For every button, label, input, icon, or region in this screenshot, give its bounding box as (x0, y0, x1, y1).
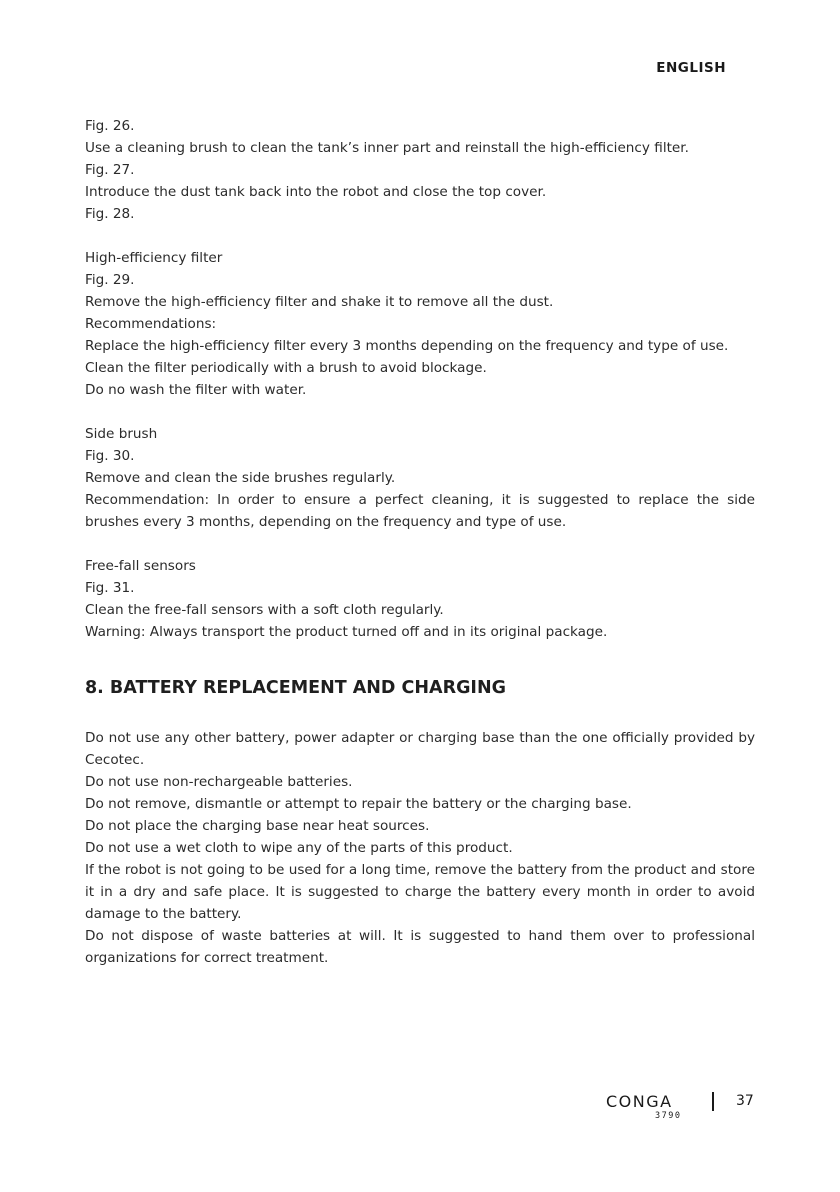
battery-rule-no-dismantle: Do not remove, dismantle or attempt to repair the battery or the charging base. (85, 796, 632, 812)
filter-section-title: High-efficiency filter (85, 250, 223, 266)
battery-rule-wet-cloth: Do not use a wet cloth to wipe any of the parts of this product. (85, 840, 513, 856)
fig-31-label: Fig. 31. (85, 580, 135, 596)
battery-rule-rechargeable: Do not use non-rechargeable batteries. (85, 774, 353, 790)
battery-section-heading: 8. BATTERY REPLACEMENT AND CHARGING (85, 678, 506, 698)
filter-clean-recommendation: Clean the filter periodically with a brush to avoid blockage. (85, 360, 487, 376)
battery-rule-disposal: Do not dispose of waste batteries at will. It is suggested to hand them over to professional organizations for correct treatment. (85, 928, 755, 966)
dust-tank-instruction: Introduce the dust tank back into the robot and close the top cover. (85, 184, 547, 200)
filter-remove-instruction: Remove the high-efficiency filter and shake it to remove all the dust. (85, 294, 554, 310)
side-brush-clean-instruction: Remove and clean the side brushes regularly. (85, 470, 396, 486)
battery-rule-official-parts: Do not use any other battery, power adapter or charging base than the one officially provided by Cecotec. (85, 730, 755, 768)
model-number: 3790 (655, 1111, 682, 1121)
side-brush-section-title: Side brush (85, 426, 158, 442)
fig-26-label: Fig. 26. (85, 118, 135, 134)
conga-logo: CONGA (606, 1092, 673, 1111)
language-label: ENGLISH (656, 60, 726, 76)
side-brush-recommendation: Recommendation: In order to ensure a perfect cleaning, it is suggested to replace the side brushes every 3 months, depending on the frequency and type of use. (85, 492, 755, 530)
recommendations-label: Recommendations: (85, 316, 217, 332)
manual-body (85, 115, 755, 969)
footer-divider (712, 1092, 714, 1111)
sensors-clean-instruction: Clean the free-fall sensors with a soft cloth regularly. (85, 602, 444, 618)
fig-30-label: Fig. 30. (85, 448, 135, 464)
battery-rule-heat: Do not place the charging base near heat sources. (85, 818, 430, 834)
filter-wash-warning: Do no wash the filter with water. (85, 382, 307, 398)
transport-warning: Warning: Always transport the product turned off and in its original package. (85, 624, 608, 640)
page-number: 37 (736, 1093, 754, 1109)
battery-rule-storage: If the robot is not going to be used for a long time, remove the battery from the product and store it in a dry and safe place. It is suggested to charge the battery every month in order to avoid damage to the battery. (85, 862, 755, 922)
fig-29-label: Fig. 29. (85, 272, 135, 288)
fig-27-label: Fig. 27. (85, 162, 135, 178)
page-footer (600, 1090, 760, 1130)
tank-cleaning-instruction: Use a cleaning brush to clean the tank’s inner part and reinstall the high-efficiency filter. (85, 140, 689, 156)
filter-replace-recommendation: Replace the high-efficiency filter every 3 months depending on the frequency and type of use. (85, 338, 729, 354)
sensors-section-title: Free-fall sensors (85, 558, 196, 574)
fig-28-label: Fig. 28. (85, 206, 135, 222)
